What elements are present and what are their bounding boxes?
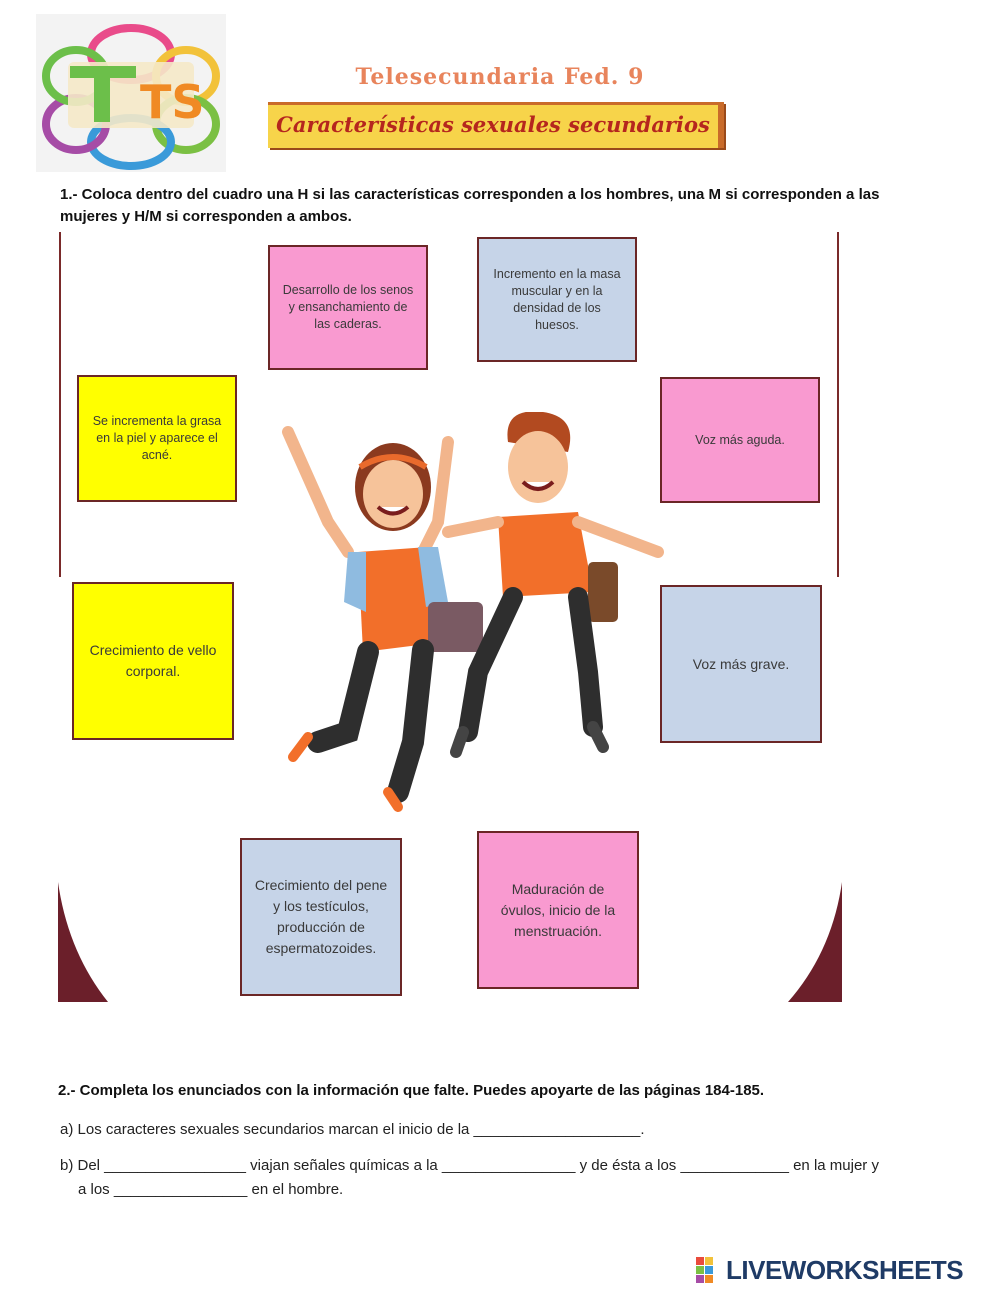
card-breast-development[interactable] [268,245,428,370]
title-banner [268,102,724,148]
card-text: Crecimiento del pene y los testículos, producción de espermatozoides. [254,877,388,956]
card-deeper-voice[interactable] [660,585,822,743]
teens-illustration [248,412,678,832]
liveworksheets-logo [696,1254,996,1286]
activity-panel [58,232,842,1002]
card-text: Incremento en la masa muscular y en la densidad de los huesos. [493,266,621,332]
card-muscle-mass[interactable] [477,237,637,362]
school-logo [36,14,226,172]
card-text: Voz más grave. [692,655,790,672]
brand-name: LIVEWORKSHEETS [726,1254,964,1285]
logo-text: TS [140,75,205,129]
card-skin-acne[interactable] [77,375,237,502]
school-title: Telesecundaria Fed. 9 [355,64,645,90]
card-male-organs[interactable] [240,838,402,996]
question-2a[interactable]: a) Los caracteres sexuales secundarios marcan el inicio de la ____________________. [60,1121,645,1138]
question-2b-line1[interactable]: b) Del _________________ viajan señales químicas a la ________________ y de ésta a los _____________ en la mujer y [60,1157,879,1174]
card-text: Voz más aguda. [695,432,785,447]
liveworksheets-icon [696,1257,722,1283]
question-2b-line2[interactable]: a los ________________ en el hombre. [78,1181,344,1198]
question-1-title: 1.- Coloca dentro del cuadro una H si las características corresponden a los hombres, una M si corresponden a las mujeres y H/M si corresponden a ambos. [60,186,880,225]
card-ovulation[interactable] [477,831,639,989]
question-2-title: 2.- Completa los enunciados con la información que falte. Puedes apoyarte de las páginas 184-185. [58,1082,765,1099]
card-text: Desarrollo de los senos y ensanchamiento de las caderas. [282,283,414,331]
card-text: Crecimiento de vello corporal. [89,642,217,679]
card-text: Se incrementa la grasa en la piel y aparece el acné. [92,414,222,462]
card-body-hair[interactable] [72,582,234,740]
banner-title: Características sexuales secundarios [276,112,710,137]
card-higher-voice[interactable] [660,377,820,503]
card-text: Maduración de óvulos, inicio de la menstruación. [500,880,616,939]
